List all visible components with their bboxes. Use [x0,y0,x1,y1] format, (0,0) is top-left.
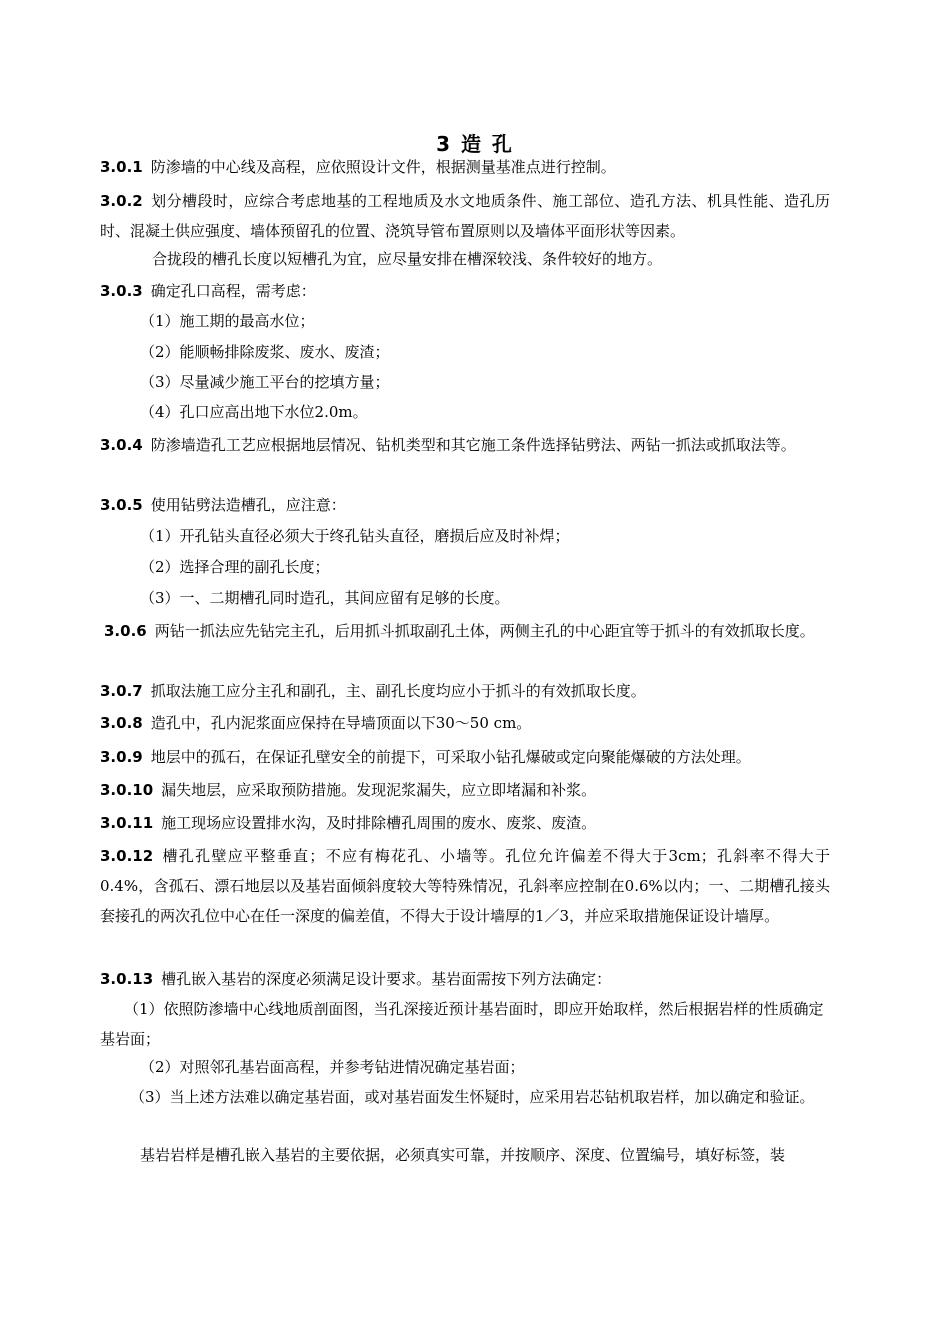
clause-number: 3.0.13 [100,970,154,988]
sub-item: （2）对照邻孔基岩面高程，并参考钻进情况确定基岩面； [140,1058,525,1076]
sub-item: （4）孔口应高出地下水位2.0m。 [140,403,368,421]
sub-item: （2）选择合理的副孔长度； [140,558,330,576]
clause-number: 3.0.11 [100,814,154,832]
section-title: 3 造 孔 [436,132,514,156]
clause-3-0-5 [100,490,830,520]
clause-3-0-12 [100,841,830,931]
sub-item: （3）尽量减少施工平台的挖填方量； [140,373,390,391]
clause-number: 3.0.12 [100,847,154,865]
paragraph: 合拢段的槽孔长度以短槽孔为宜，应尽量安排在槽深较浅、条件较好的地方。 [152,250,663,268]
sub-item: （1）施工期的最高水位； [140,312,315,330]
clause-text: 防渗墙造孔工艺应根据地层情况、钻机类型和其它施工条件选择钻劈法、两钻一抓法或抓取法等。 [150,436,796,454]
clause-number: 3.0.9 [100,748,143,766]
sub-item: （3）一、二期槽孔同时造孔，其间应留有足够的长度。 [140,589,510,607]
clause-text: 两钻一抓法应先钻完主孔，后用抓斗抓取副孔土体，两侧主孔的中心距宜等于抓斗的有效抓取长度。 [154,622,815,640]
clause-number: 3.0.10 [100,781,154,799]
clause-text: 划分槽段时，应综合考虑地基的工程地质及水文地质条件、施工部位、造孔方法、机具性能、造孔历时、混凝土供应强度、墙体预留孔的位置、浇筑导管布置原则以及墙体平面形状等因素。 [100,192,830,240]
clause-3-0-11 [100,808,830,838]
clause-text: 造孔中，孔内泥浆面应保持在导墙顶面以下30～50 cm。 [150,714,532,732]
paragraph: 基岩岩样是槽孔嵌入基岩的主要依据，必须真实可靠，并按顺序、深度、位置编号，填好标签，装 [140,1146,786,1164]
clause-3-0-2 [100,186,830,246]
sub-item: （1）依照防渗墙中心线地质剖面图，当孔深接近预计基岩面时，即应开始取样，然后根据岩样的性质确定基岩面； [100,1000,824,1048]
clause-number: 3.0.4 [100,436,143,454]
clause-text: 地层中的孤石，在保证孔壁安全的前提下，可采取小钻孔爆破或定向聚能爆破的方法处理。 [150,748,751,766]
clause-3-0-7 [100,676,830,706]
clause-3-0-4 [100,430,830,460]
clause-3-0-10 [100,775,830,805]
clause-text: 施工现场应设置排水沟，及时排除槽孔周围的废水、废浆、废渣。 [161,814,597,832]
clause-3-0-13 [100,964,830,994]
clause-number: 3.0.7 [100,682,143,700]
sub-item: （2）能顺畅排除废浆、废水、废渣； [140,343,390,361]
clause-number: 3.0.3 [100,282,143,300]
clause-text: 防渗墙的中心线及高程，应依照设计文件，根据测量基准点进行控制。 [150,158,616,176]
sub-item: （3）当上述方法难以确定基岩面，或对基岩面发生怀疑时，应采用岩芯钻机取岩样，加以确定和验证。 [130,1088,815,1106]
sub-item: （1）开孔钻头直径必须大于终孔钻头直径，磨损后应及时补焊； [140,527,570,545]
clause-3-0-1 [100,152,830,182]
clause-number: 3.0.2 [100,192,143,210]
clause-3-0-3 [100,276,830,306]
clause-text: 抓取法施工应分主孔和副孔，主、副孔长度均应小于抓斗的有效抓取长度。 [150,682,646,700]
clause-number: 3.0.5 [100,496,143,514]
clause-text: 槽孔嵌入基岩的深度必须满足设计要求。基岩面需按下列方法确定： [161,970,612,988]
clause-3-0-8 [100,708,830,738]
clause-number: 3.0.6 [104,622,147,640]
clause-3-0-9 [100,742,830,772]
clause-number: 3.0.1 [100,158,143,176]
clause-text: 槽孔孔壁应平整垂直；不应有梅花孔、小墙等。孔位允许偏差不得大于3cm；孔斜率不得大于0.4%，含孤石、漂石地层以及基岩面倾斜度较大等特殊情况，孔斜率应控制在0.6%以内；一、二期槽孔接头套接孔的两次孔位中心在任一深度的偏差值，不得大于设计墙厚的1／3，并应采取措施保证设计墙厚。 [100,847,830,925]
clause-text: 确定孔口高程，需考虑： [150,282,316,300]
clause-text: 漏失地层，应采取预防措施。发现泥浆漏失，应立即堵漏和补浆。 [161,781,597,799]
clause-3-0-6 [104,616,828,646]
clause-number: 3.0.8 [100,714,143,732]
clause-text: 使用钻劈法造槽孔，应注意： [150,496,346,514]
